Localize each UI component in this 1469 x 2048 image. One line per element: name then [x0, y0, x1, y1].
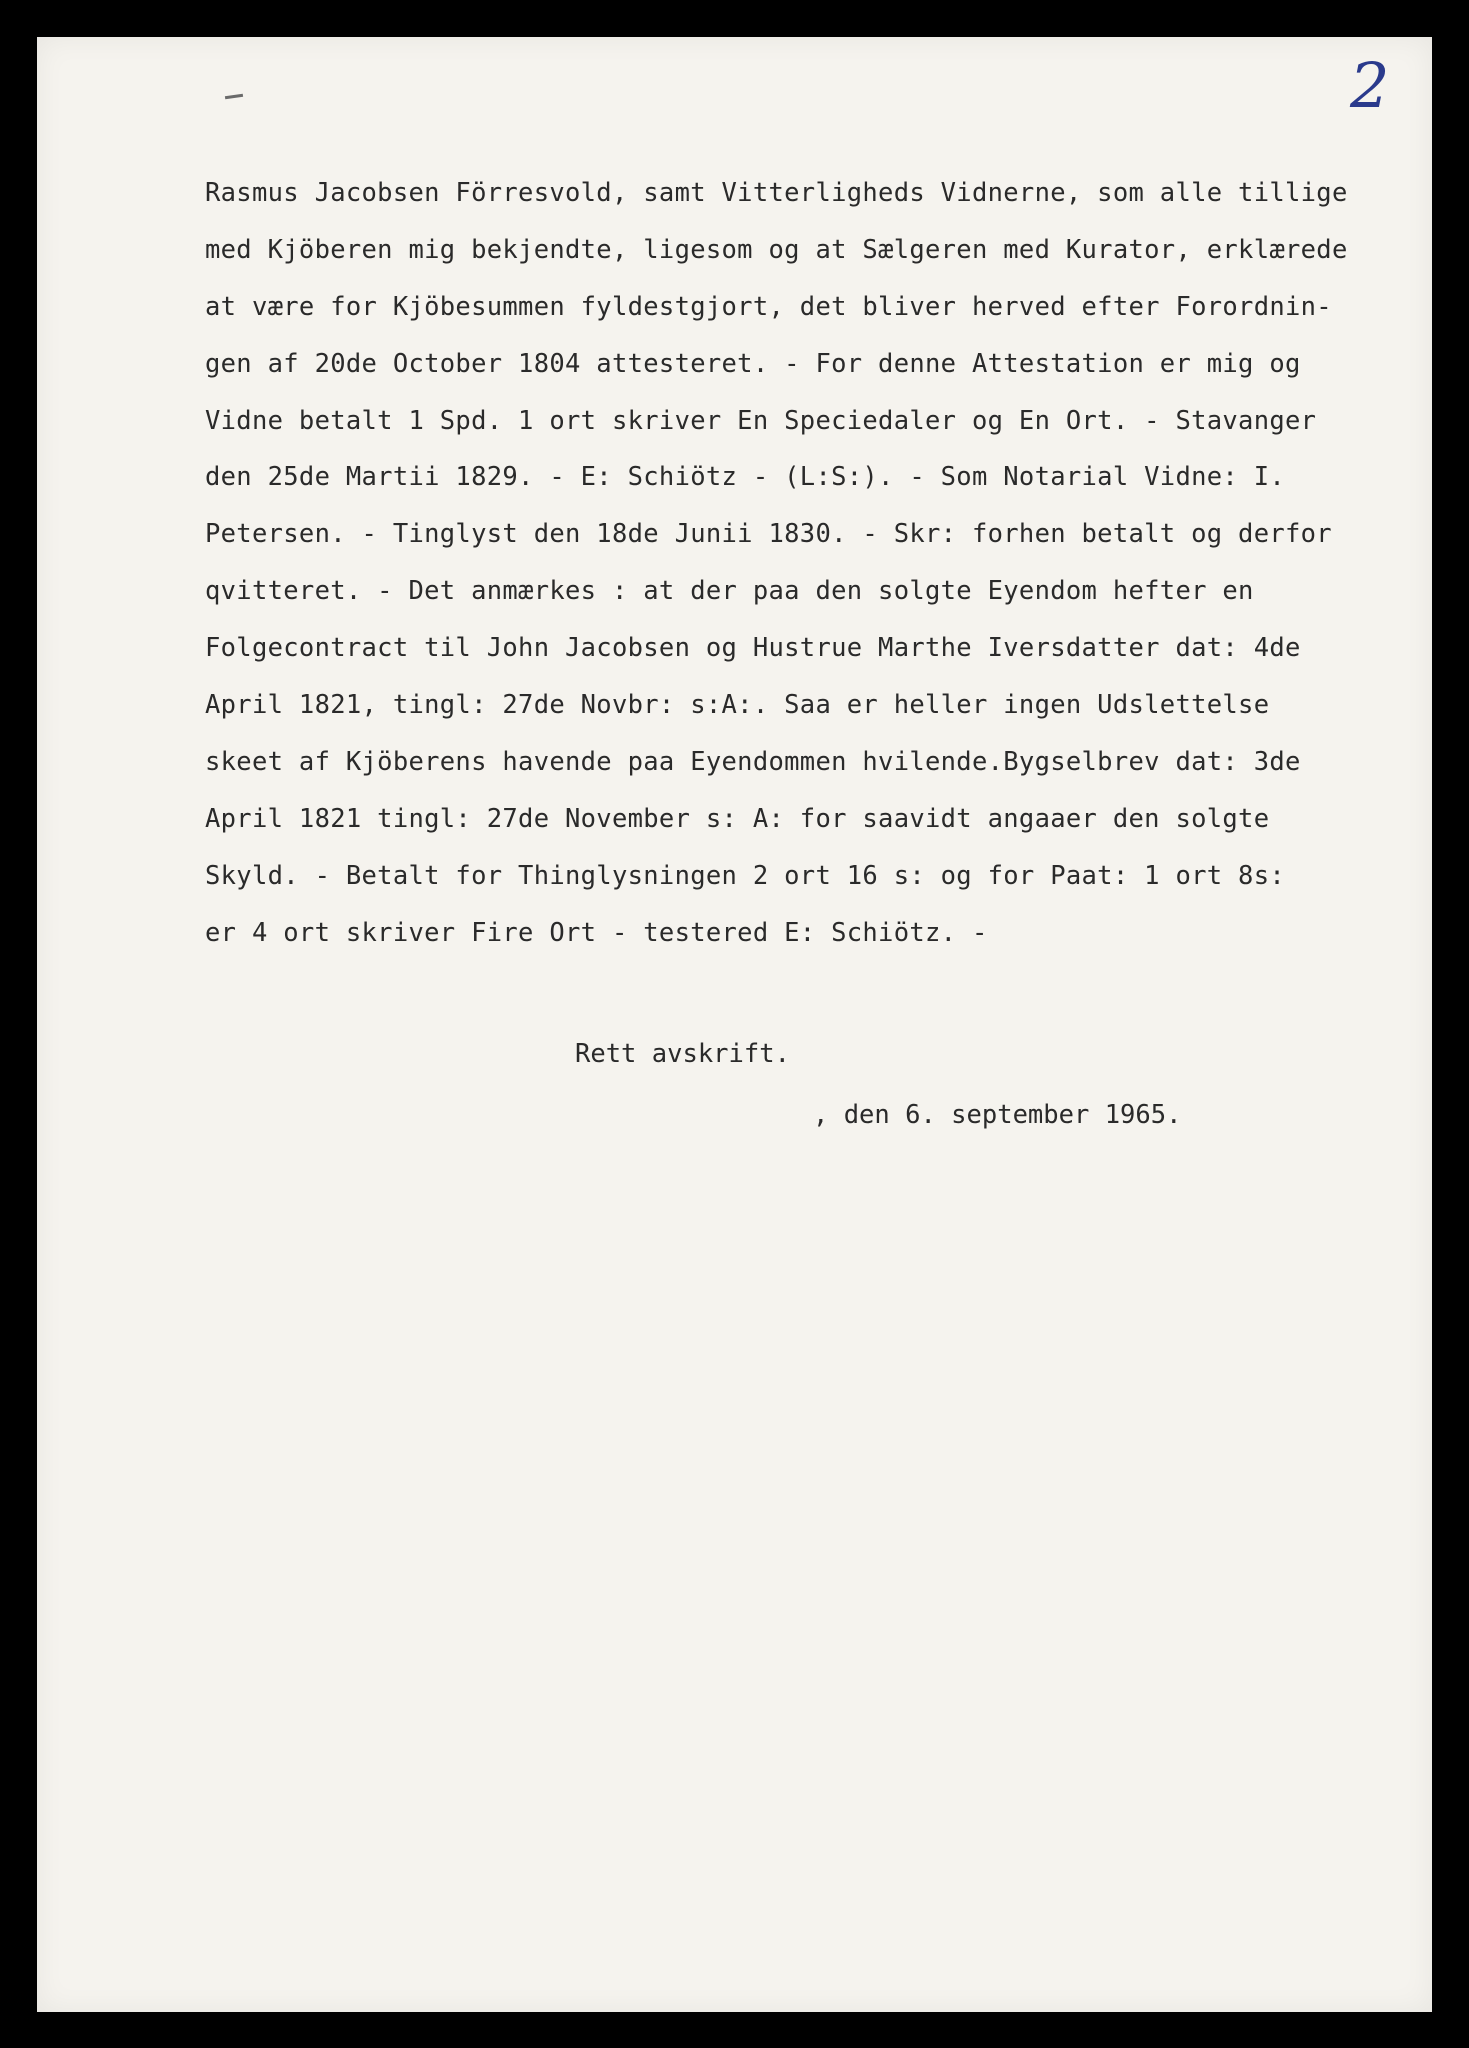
text-line: Vidne betalt 1 Spd. 1 ort skriver En Speciedaler og En Ort. - Stavanger — [205, 405, 1317, 436]
text-line: gen af 20de October 1804 attesteret. - For denne Attestation er mig og — [205, 348, 1301, 379]
text-line: med Kjöberen mig bekjendte, ligesom og at Sælgeren med Kurator, erklærede — [205, 234, 1348, 265]
page-number: 2 — [1350, 49, 1390, 122]
text-line: den 25de Martii 1829. - E: Schiötz - (L:S:). - Som Notarial Vidne: I. — [205, 462, 1286, 493]
text-line: qvitteret. - Det anmærkes : at der paa den solgte Eyendom hefter en — [205, 576, 1254, 607]
text-line: Rasmus Jacobsen Förresvold, samt Vitterligheds Vidnerne, som alle tillige — [205, 178, 1348, 208]
date-line: , den 6. september 1965. — [813, 1100, 1182, 1130]
text-line: Petersen. - Tinglyst den 18de Junii 1830. - Skr: forhen betalt og derfor — [205, 519, 1332, 550]
text-line: er 4 ort skriver Fire Ort - testered E: Schiötz. - — [205, 917, 988, 948]
text-line: Skyld. - Betalt for Thinglysningen 2 ort 16 s: og for Paat: 1 ort 8s: — [205, 860, 1286, 891]
text-line: April 1821, tingl: 27de Novbr: s:A:. Saa er heller ingen Udslettelse — [205, 690, 1270, 721]
text-line: at være for Kjöbesummen fyldestgjort, det bliver herved efter Forordnin- — [205, 291, 1332, 322]
document-page — [37, 37, 1432, 2012]
corner-mark — [225, 94, 243, 99]
text-line: skeet af Kjöberens havende paa Eyendommen hvilende.Bygselbrev dat: 3de — [205, 746, 1301, 777]
certification-line: Rett avskrift. — [575, 1039, 790, 1069]
text-line: April 1821 tingl: 27de November s: A: for saavidt angaaer den solgte — [205, 803, 1270, 834]
body-text — [205, 165, 1430, 961]
text-line: Folgecontract til John Jacobsen og Hustrue Marthe Iversdatter dat: 4de — [205, 633, 1301, 664]
